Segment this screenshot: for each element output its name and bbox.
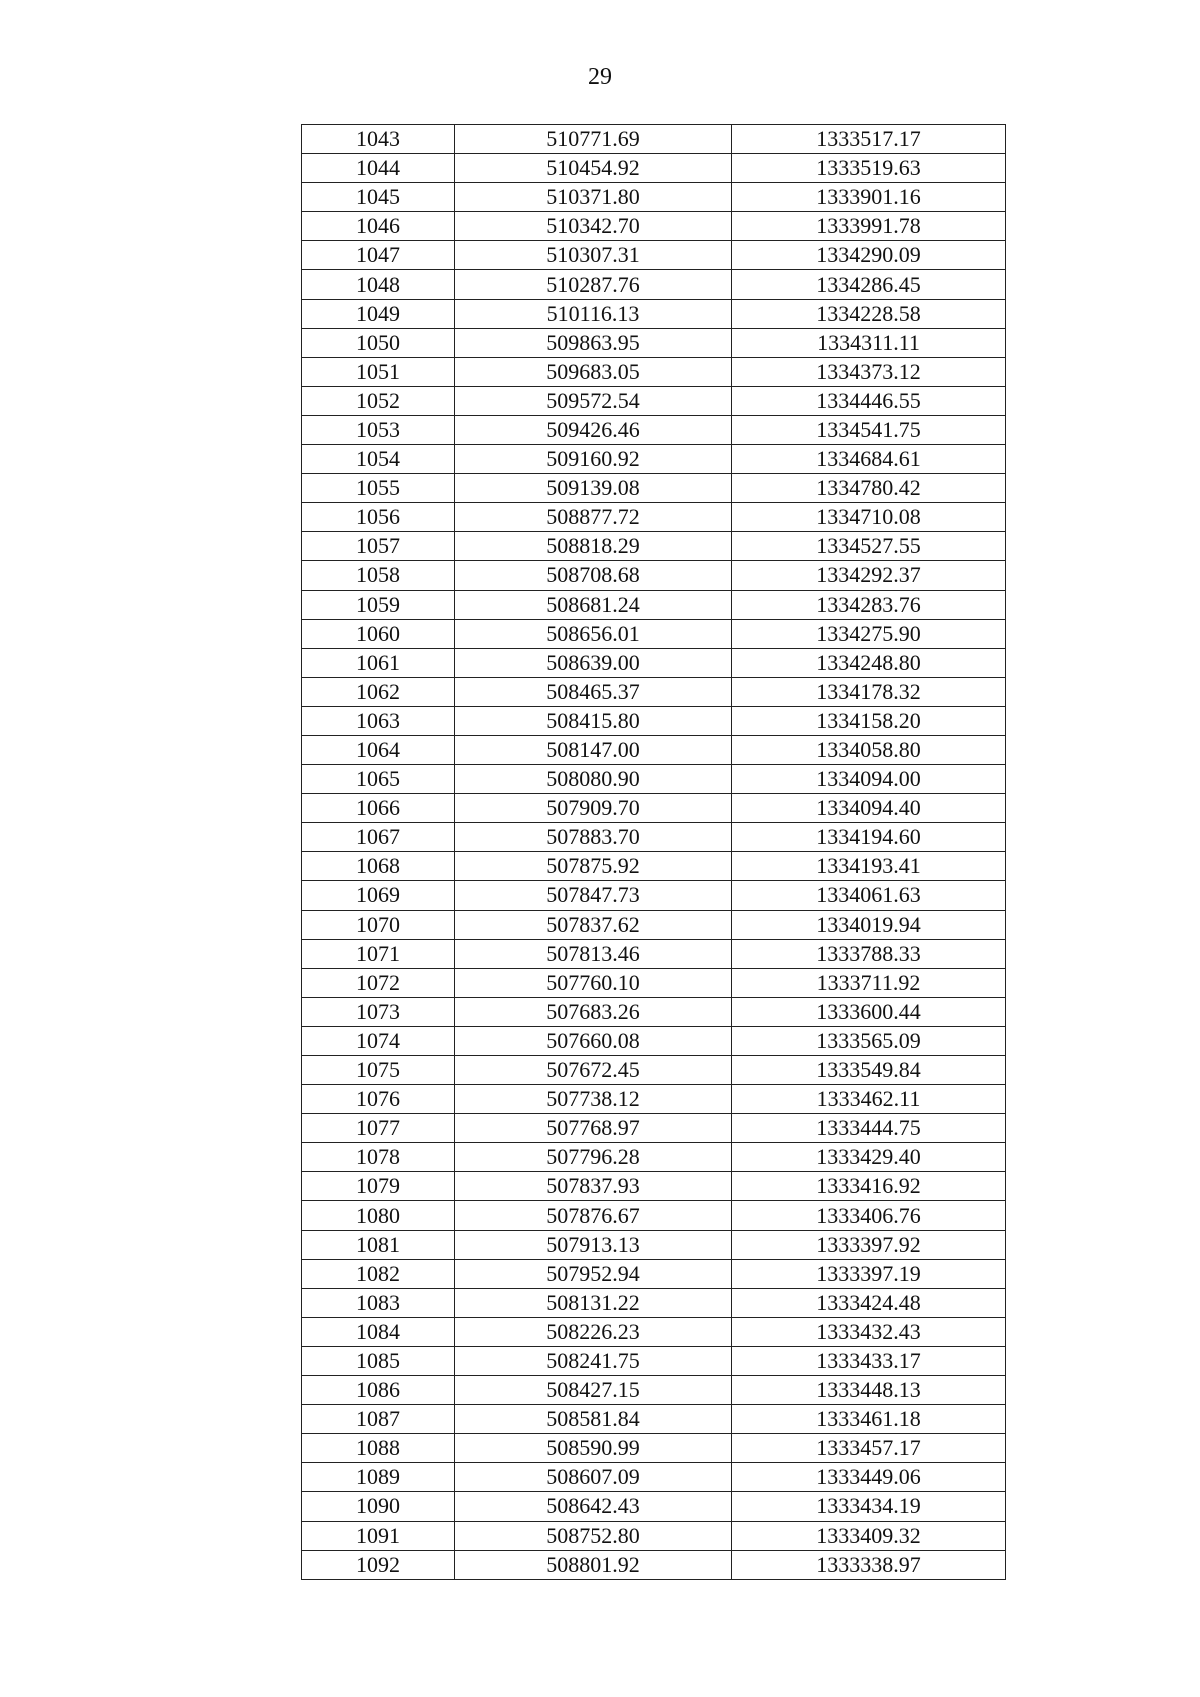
y-coordinate-cell: 1333397.92 — [732, 1230, 1006, 1259]
point-number-cell: 1065 — [302, 765, 455, 794]
page-number: 29 — [588, 64, 612, 90]
table-row — [302, 183, 1006, 212]
table-row — [302, 1288, 1006, 1317]
table-row — [302, 997, 1006, 1026]
x-coordinate-cell: 508801.92 — [455, 1550, 732, 1579]
table-row — [302, 357, 1006, 386]
x-coordinate-cell: 509160.92 — [455, 445, 732, 474]
point-number-cell: 1068 — [302, 852, 455, 881]
y-coordinate-cell: 1334094.00 — [732, 765, 1006, 794]
y-coordinate-cell: 1333449.06 — [732, 1463, 1006, 1492]
x-coordinate-cell: 509139.08 — [455, 474, 732, 503]
table-row — [302, 590, 1006, 619]
x-coordinate-cell: 507876.67 — [455, 1201, 732, 1230]
point-number-cell: 1078 — [302, 1143, 455, 1172]
point-number-cell: 1058 — [302, 561, 455, 590]
point-number-cell: 1052 — [302, 386, 455, 415]
x-coordinate-cell: 507875.92 — [455, 852, 732, 881]
y-coordinate-cell: 1333416.92 — [732, 1172, 1006, 1201]
y-coordinate-cell: 1334684.61 — [732, 445, 1006, 474]
x-coordinate-cell: 508226.23 — [455, 1317, 732, 1346]
x-coordinate-cell: 507837.62 — [455, 910, 732, 939]
x-coordinate-cell: 507837.93 — [455, 1172, 732, 1201]
point-number-cell: 1070 — [302, 910, 455, 939]
point-number-cell: 1076 — [302, 1085, 455, 1114]
x-coordinate-cell: 507672.45 — [455, 1056, 732, 1085]
y-coordinate-cell: 1334228.58 — [732, 299, 1006, 328]
point-number-cell: 1046 — [302, 212, 455, 241]
x-coordinate-cell: 509863.95 — [455, 328, 732, 357]
y-coordinate-cell: 1334527.55 — [732, 532, 1006, 561]
point-number-cell: 1066 — [302, 794, 455, 823]
table-row — [302, 532, 1006, 561]
coordinates-table — [301, 124, 1006, 1580]
y-coordinate-cell: 1333434.19 — [732, 1492, 1006, 1521]
y-coordinate-cell: 1333424.48 — [732, 1288, 1006, 1317]
table-row — [302, 765, 1006, 794]
x-coordinate-cell: 508639.00 — [455, 648, 732, 677]
point-number-cell: 1059 — [302, 590, 455, 619]
y-coordinate-cell: 1333991.78 — [732, 212, 1006, 241]
table-row — [302, 212, 1006, 241]
point-number-cell: 1074 — [302, 1026, 455, 1055]
point-number-cell: 1069 — [302, 881, 455, 910]
x-coordinate-cell: 508415.80 — [455, 706, 732, 735]
table-row — [302, 910, 1006, 939]
x-coordinate-cell: 507909.70 — [455, 794, 732, 823]
point-number-cell: 1055 — [302, 474, 455, 503]
coordinates-table-body — [302, 125, 1006, 1580]
y-coordinate-cell: 1334248.80 — [732, 648, 1006, 677]
x-coordinate-cell: 508465.37 — [455, 677, 732, 706]
table-row — [302, 1172, 1006, 1201]
x-coordinate-cell: 507847.73 — [455, 881, 732, 910]
point-number-cell: 1050 — [302, 328, 455, 357]
x-coordinate-cell: 508607.09 — [455, 1463, 732, 1492]
table-row — [302, 1405, 1006, 1434]
point-number-cell: 1044 — [302, 154, 455, 183]
y-coordinate-cell: 1333448.13 — [732, 1376, 1006, 1405]
x-coordinate-cell: 508131.22 — [455, 1288, 732, 1317]
y-coordinate-cell: 1334780.42 — [732, 474, 1006, 503]
x-coordinate-cell: 508080.90 — [455, 765, 732, 794]
table-row — [302, 299, 1006, 328]
table-row — [302, 1521, 1006, 1550]
y-coordinate-cell: 1333901.16 — [732, 183, 1006, 212]
x-coordinate-cell: 508752.80 — [455, 1521, 732, 1550]
table-row — [302, 1317, 1006, 1346]
table-row — [302, 677, 1006, 706]
x-coordinate-cell: 508427.15 — [455, 1376, 732, 1405]
table-row — [302, 1346, 1006, 1375]
table-row — [302, 1259, 1006, 1288]
y-coordinate-cell: 1333432.43 — [732, 1317, 1006, 1346]
table-row — [302, 386, 1006, 415]
y-coordinate-cell: 1334286.45 — [732, 270, 1006, 299]
x-coordinate-cell: 508818.29 — [455, 532, 732, 561]
y-coordinate-cell: 1333565.09 — [732, 1026, 1006, 1055]
table-row — [302, 241, 1006, 270]
table-row — [302, 125, 1006, 154]
table-row — [302, 852, 1006, 881]
x-coordinate-cell: 508590.99 — [455, 1434, 732, 1463]
x-coordinate-cell: 509426.46 — [455, 415, 732, 444]
x-coordinate-cell: 508581.84 — [455, 1405, 732, 1434]
point-number-cell: 1075 — [302, 1056, 455, 1085]
table-row — [302, 1143, 1006, 1172]
point-number-cell: 1083 — [302, 1288, 455, 1317]
y-coordinate-cell: 1333429.40 — [732, 1143, 1006, 1172]
point-number-cell: 1056 — [302, 503, 455, 532]
point-number-cell: 1060 — [302, 619, 455, 648]
point-number-cell: 1091 — [302, 1521, 455, 1550]
y-coordinate-cell: 1334283.76 — [732, 590, 1006, 619]
point-number-cell: 1064 — [302, 735, 455, 764]
table-row — [302, 706, 1006, 735]
x-coordinate-cell: 508656.01 — [455, 619, 732, 648]
x-coordinate-cell: 510771.69 — [455, 125, 732, 154]
x-coordinate-cell: 507813.46 — [455, 939, 732, 968]
table-row — [302, 1114, 1006, 1143]
x-coordinate-cell: 510371.80 — [455, 183, 732, 212]
point-number-cell: 1082 — [302, 1259, 455, 1288]
point-number-cell: 1048 — [302, 270, 455, 299]
point-number-cell: 1077 — [302, 1114, 455, 1143]
table-row — [302, 1056, 1006, 1085]
y-coordinate-cell: 1334541.75 — [732, 415, 1006, 444]
point-number-cell: 1087 — [302, 1405, 455, 1434]
y-coordinate-cell: 1334311.11 — [732, 328, 1006, 357]
table-row — [302, 823, 1006, 852]
y-coordinate-cell: 1334292.37 — [732, 561, 1006, 590]
table-row — [302, 154, 1006, 183]
x-coordinate-cell: 508147.00 — [455, 735, 732, 764]
table-row — [302, 1434, 1006, 1463]
point-number-cell: 1081 — [302, 1230, 455, 1259]
x-coordinate-cell: 507760.10 — [455, 968, 732, 997]
x-coordinate-cell: 508877.72 — [455, 503, 732, 532]
point-number-cell: 1089 — [302, 1463, 455, 1492]
table-row — [302, 794, 1006, 823]
y-coordinate-cell: 1333462.11 — [732, 1085, 1006, 1114]
point-number-cell: 1043 — [302, 125, 455, 154]
x-coordinate-cell: 507660.08 — [455, 1026, 732, 1055]
table-row — [302, 445, 1006, 474]
point-number-cell: 1045 — [302, 183, 455, 212]
x-coordinate-cell: 507796.28 — [455, 1143, 732, 1172]
x-coordinate-cell: 510116.13 — [455, 299, 732, 328]
y-coordinate-cell: 1333711.92 — [732, 968, 1006, 997]
table-row — [302, 415, 1006, 444]
table-row — [302, 270, 1006, 299]
y-coordinate-cell: 1333409.32 — [732, 1521, 1006, 1550]
y-coordinate-cell: 1334061.63 — [732, 881, 1006, 910]
table-row — [302, 1376, 1006, 1405]
y-coordinate-cell: 1334158.20 — [732, 706, 1006, 735]
y-coordinate-cell: 1334019.94 — [732, 910, 1006, 939]
point-number-cell: 1092 — [302, 1550, 455, 1579]
y-coordinate-cell: 1334373.12 — [732, 357, 1006, 386]
point-number-cell: 1047 — [302, 241, 455, 270]
y-coordinate-cell: 1333406.76 — [732, 1201, 1006, 1230]
x-coordinate-cell: 508681.24 — [455, 590, 732, 619]
x-coordinate-cell: 510342.70 — [455, 212, 732, 241]
point-number-cell: 1062 — [302, 677, 455, 706]
table-row — [302, 474, 1006, 503]
y-coordinate-cell: 1334194.60 — [732, 823, 1006, 852]
x-coordinate-cell: 508708.68 — [455, 561, 732, 590]
x-coordinate-cell: 507952.94 — [455, 1259, 732, 1288]
y-coordinate-cell: 1334275.90 — [732, 619, 1006, 648]
table-row — [302, 1085, 1006, 1114]
point-number-cell: 1057 — [302, 532, 455, 561]
point-number-cell: 1061 — [302, 648, 455, 677]
y-coordinate-cell: 1333433.17 — [732, 1346, 1006, 1375]
y-coordinate-cell: 1333444.75 — [732, 1114, 1006, 1143]
point-number-cell: 1090 — [302, 1492, 455, 1521]
point-number-cell: 1079 — [302, 1172, 455, 1201]
point-number-cell: 1063 — [302, 706, 455, 735]
table-row — [302, 968, 1006, 997]
point-number-cell: 1080 — [302, 1201, 455, 1230]
y-coordinate-cell: 1334193.41 — [732, 852, 1006, 881]
point-number-cell: 1088 — [302, 1434, 455, 1463]
table-row — [302, 735, 1006, 764]
y-coordinate-cell: 1333338.97 — [732, 1550, 1006, 1579]
table-row — [302, 881, 1006, 910]
table-row — [302, 619, 1006, 648]
y-coordinate-cell: 1334446.55 — [732, 386, 1006, 415]
point-number-cell: 1085 — [302, 1346, 455, 1375]
x-coordinate-cell: 507683.26 — [455, 997, 732, 1026]
x-coordinate-cell: 508642.43 — [455, 1492, 732, 1521]
point-number-cell: 1072 — [302, 968, 455, 997]
point-number-cell: 1073 — [302, 997, 455, 1026]
y-coordinate-cell: 1333457.17 — [732, 1434, 1006, 1463]
x-coordinate-cell: 510287.76 — [455, 270, 732, 299]
point-number-cell: 1086 — [302, 1376, 455, 1405]
point-number-cell: 1054 — [302, 445, 455, 474]
x-coordinate-cell: 509572.54 — [455, 386, 732, 415]
x-coordinate-cell: 509683.05 — [455, 357, 732, 386]
x-coordinate-cell: 510454.92 — [455, 154, 732, 183]
table-row — [302, 1492, 1006, 1521]
point-number-cell: 1053 — [302, 415, 455, 444]
point-number-cell: 1071 — [302, 939, 455, 968]
y-coordinate-cell: 1334058.80 — [732, 735, 1006, 764]
table-row — [302, 648, 1006, 677]
y-coordinate-cell: 1333461.18 — [732, 1405, 1006, 1434]
y-coordinate-cell: 1334290.09 — [732, 241, 1006, 270]
y-coordinate-cell: 1333549.84 — [732, 1056, 1006, 1085]
table-row — [302, 1550, 1006, 1579]
y-coordinate-cell: 1333788.33 — [732, 939, 1006, 968]
table-row — [302, 1230, 1006, 1259]
table-row — [302, 1201, 1006, 1230]
point-number-cell: 1067 — [302, 823, 455, 852]
y-coordinate-cell: 1334094.40 — [732, 794, 1006, 823]
table-row — [302, 1463, 1006, 1492]
y-coordinate-cell: 1333519.63 — [732, 154, 1006, 183]
x-coordinate-cell: 507883.70 — [455, 823, 732, 852]
y-coordinate-cell: 1333397.19 — [732, 1259, 1006, 1288]
table-row — [302, 561, 1006, 590]
x-coordinate-cell: 507913.13 — [455, 1230, 732, 1259]
table-row — [302, 503, 1006, 532]
x-coordinate-cell: 507768.97 — [455, 1114, 732, 1143]
x-coordinate-cell: 508241.75 — [455, 1346, 732, 1375]
y-coordinate-cell: 1333517.17 — [732, 125, 1006, 154]
table-row — [302, 939, 1006, 968]
x-coordinate-cell: 510307.31 — [455, 241, 732, 270]
point-number-cell: 1049 — [302, 299, 455, 328]
table-row — [302, 1026, 1006, 1055]
y-coordinate-cell: 1334710.08 — [732, 503, 1006, 532]
y-coordinate-cell: 1334178.32 — [732, 677, 1006, 706]
y-coordinate-cell: 1333600.44 — [732, 997, 1006, 1026]
table-row — [302, 328, 1006, 357]
point-number-cell: 1051 — [302, 357, 455, 386]
point-number-cell: 1084 — [302, 1317, 455, 1346]
x-coordinate-cell: 507738.12 — [455, 1085, 732, 1114]
